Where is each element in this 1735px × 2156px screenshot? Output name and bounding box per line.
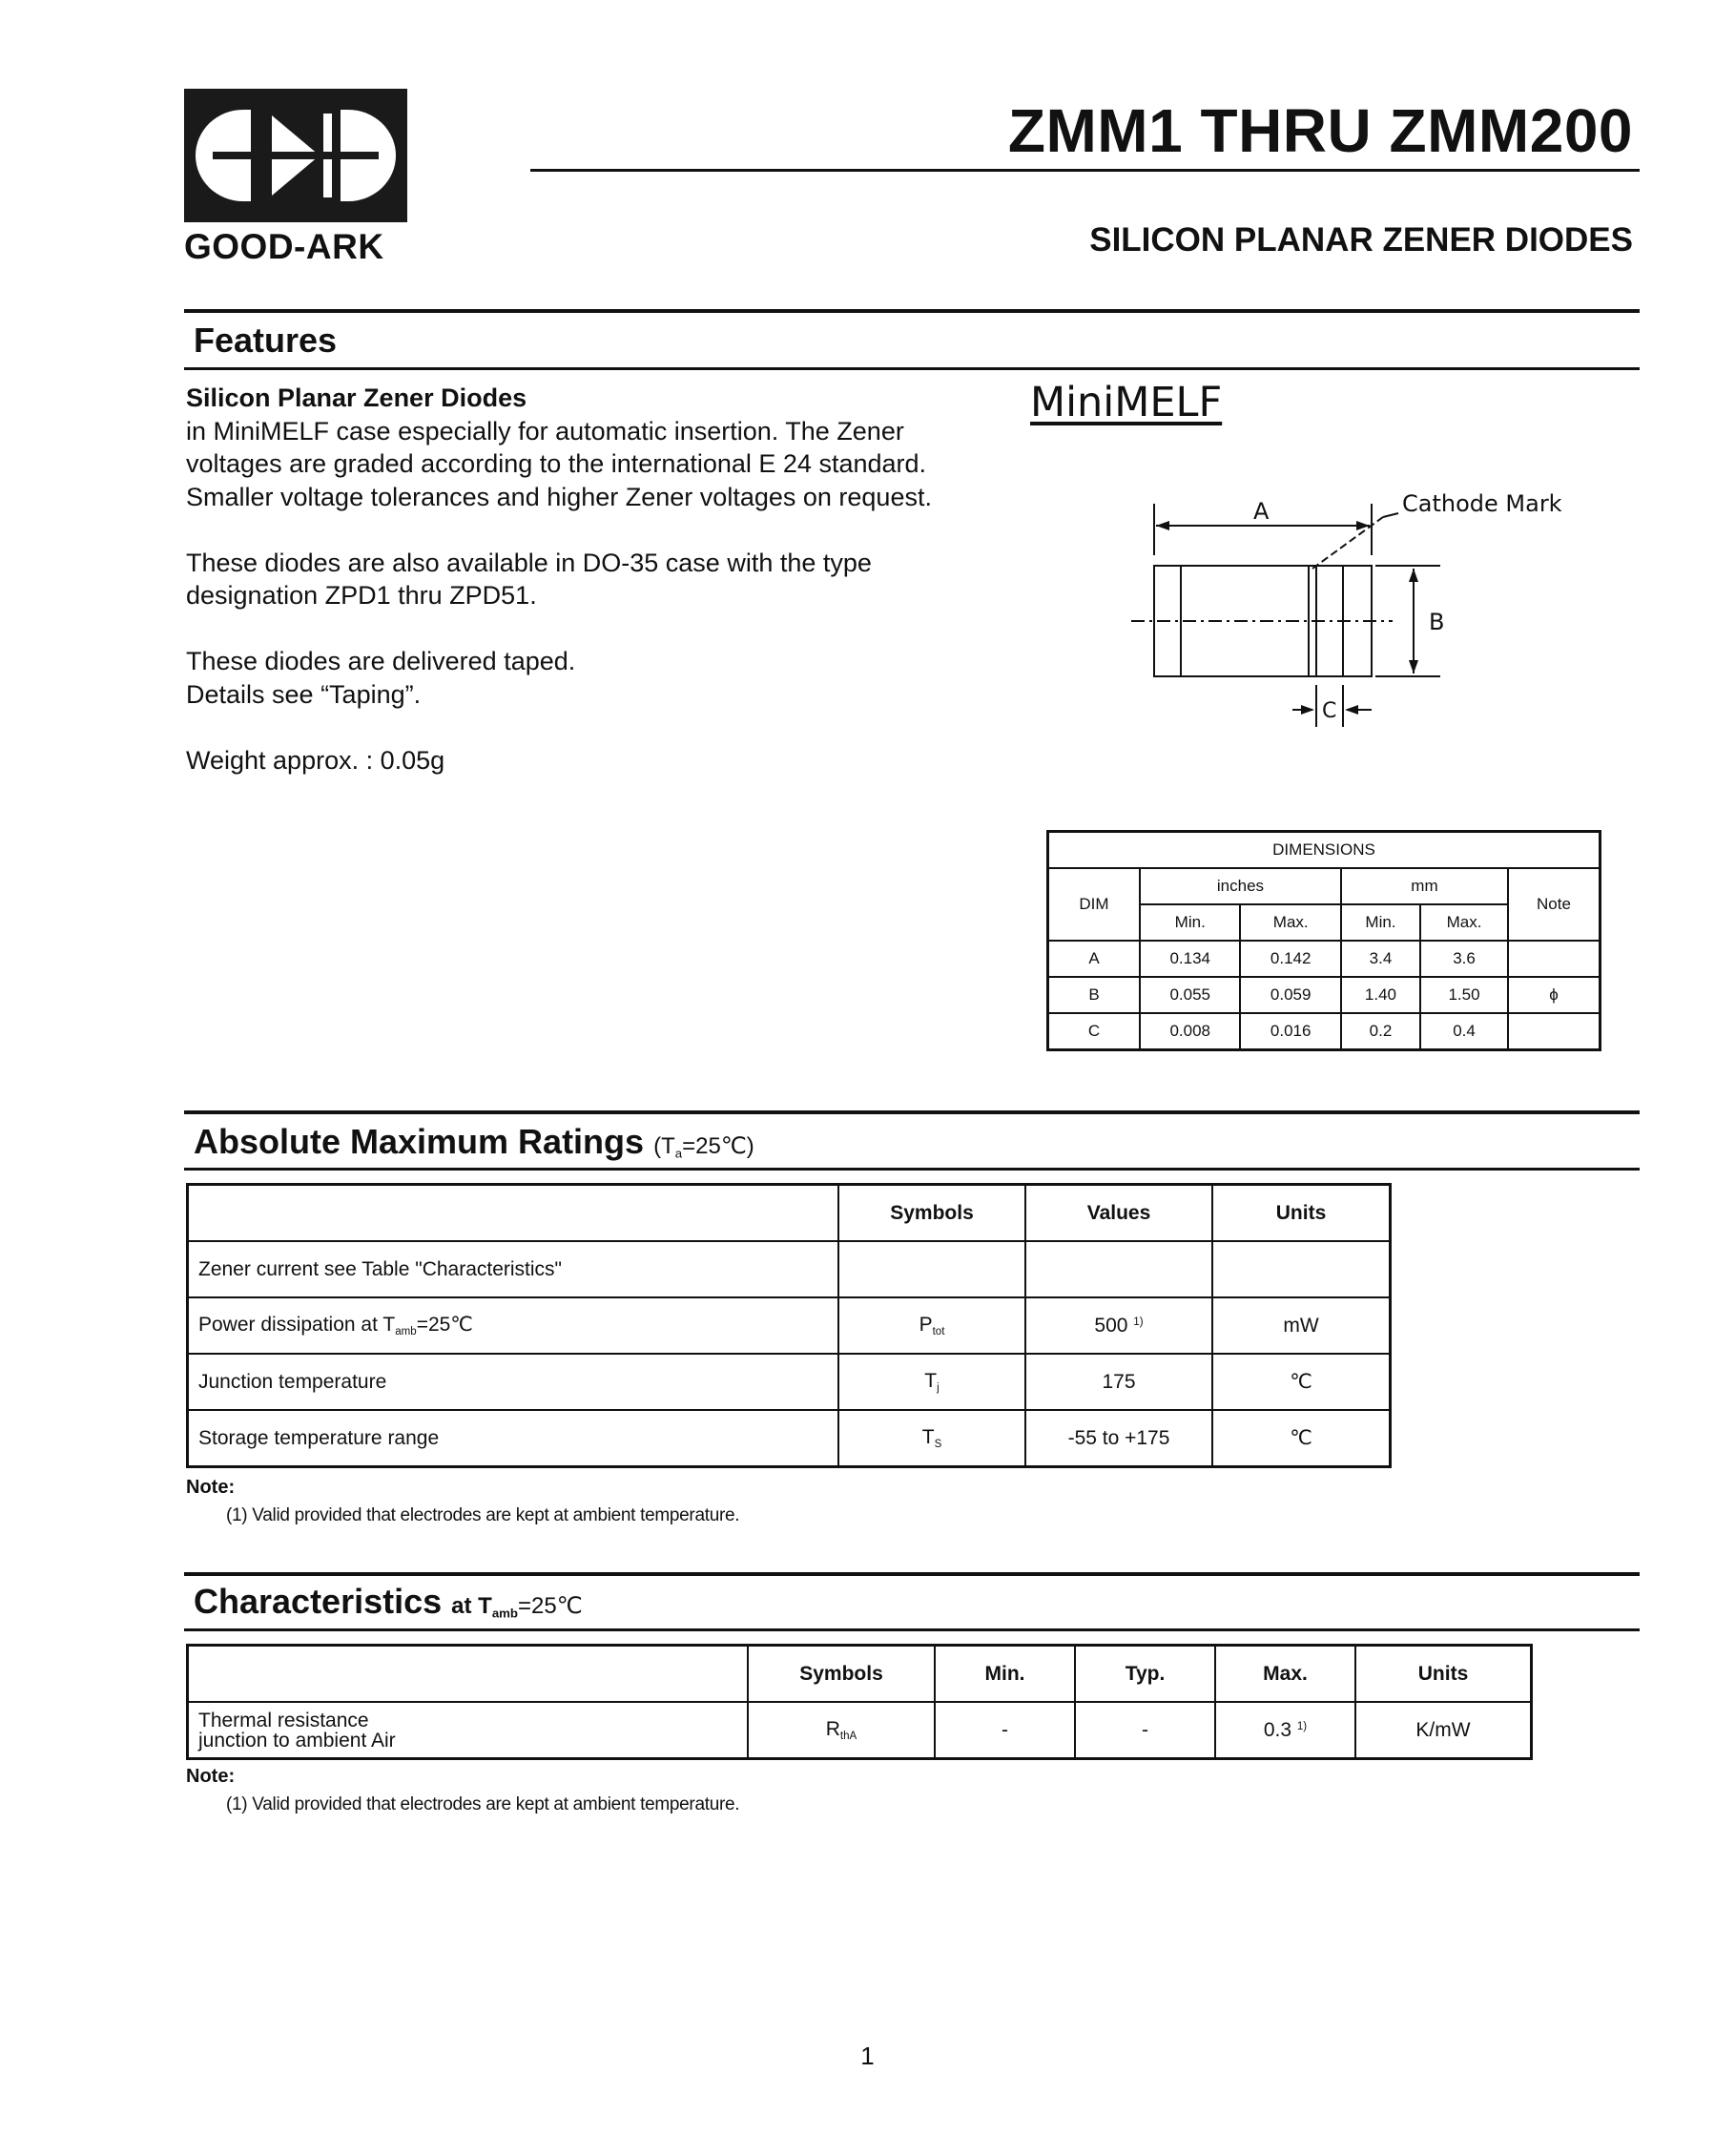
cell: 0.059: [1240, 977, 1340, 1013]
min-cell: -: [935, 1702, 1075, 1759]
col-typ: Typ.: [1075, 1646, 1215, 1703]
features-para-1: in MiniMELF case especially for automatic insertion. The Zener voltages are graded according to the international E 24 standard. Smaller voltage tolerances and higher Zener voltages on request.: [186, 416, 932, 511]
dimensions-title: DIMENSIONS: [1048, 832, 1601, 869]
section-rule: [184, 1628, 1640, 1631]
ratings-condition: $(T_a=25℃)$: [653, 1133, 754, 1161]
cell: 0.4: [1420, 1013, 1508, 1050]
col-min: Min.: [935, 1646, 1075, 1703]
table-row: [1048, 1013, 1601, 1050]
ratings-note-text: (1) Valid provided that electrodes are kept at ambient temperature.: [226, 1505, 740, 1525]
value-cell: 500 $^{1)}$: [1025, 1297, 1212, 1354]
cell: 3.6: [1420, 941, 1508, 977]
page-number: 1: [860, 2042, 875, 2070]
col-symbols: Symbols: [838, 1185, 1025, 1242]
characteristics-note-text: (1) Valid provided that electrodes are kept at ambient temperature.: [226, 1794, 740, 1814]
col-units: Units: [1212, 1185, 1391, 1242]
cathode-mark-label: Cathode Mark: [1402, 490, 1562, 517]
symbol-cell: $T_j$: [838, 1354, 1025, 1410]
characteristics-condition: at $T_{amb}=25℃$: [451, 1593, 583, 1621]
cell: [1508, 1013, 1601, 1050]
param-cell: Power dissipation at $T_{amb}=25℃$: [188, 1297, 839, 1354]
col-min: Min.: [1341, 904, 1420, 941]
param-cell: Thermal resistance junction to ambient Air: [188, 1702, 749, 1759]
unit-cell: ℃: [1212, 1410, 1391, 1467]
col-dim: DIM: [1048, 868, 1141, 941]
table-row: [188, 1354, 1391, 1410]
cell: 0.016: [1240, 1013, 1340, 1050]
col-mm: mm: [1341, 868, 1508, 904]
features-weight: Weight approx. : 0.05g: [186, 745, 445, 775]
table-row: [188, 1241, 1391, 1297]
cell: 0.055: [1140, 977, 1240, 1013]
col-min: Min.: [1140, 904, 1240, 941]
value-cell: 175: [1025, 1354, 1212, 1410]
col-max: Max.: [1215, 1646, 1355, 1703]
page-title: ZMM1 THRU ZMM200: [1007, 96, 1633, 165]
col-inches: inches: [1140, 868, 1341, 904]
table-header-row: [188, 1646, 1532, 1703]
characteristics-note-heading: Note:: [186, 1766, 236, 1787]
cell: 1.50: [1420, 977, 1508, 1013]
company-logo: [184, 89, 407, 222]
characteristics-title: Characteristics: [194, 1582, 443, 1621]
diode-logo-icon: [184, 89, 407, 222]
section-rule: [184, 1572, 1640, 1576]
param-cell: Zener current see Table "Characteristics": [188, 1241, 839, 1297]
page-subtitle: SILICON PLANAR ZENER DIODES: [1089, 221, 1633, 259]
cell: 0.134: [1140, 941, 1240, 977]
section-rule: [184, 367, 1640, 370]
table-row: [188, 1702, 1532, 1759]
section-rule: [184, 1110, 1640, 1114]
package-name: MiniMELF: [1030, 379, 1223, 426]
col-max: Max.: [1420, 904, 1508, 941]
features-lead: Silicon Planar Zener Diodes: [186, 384, 527, 412]
features-text: [186, 382, 949, 810]
characteristics-table: [186, 1644, 1533, 1760]
col-note: Note: [1508, 868, 1601, 941]
table-row: [1048, 977, 1601, 1013]
cell: B: [1048, 977, 1141, 1013]
features-para-3b: Details see “Taping”.: [186, 679, 422, 709]
characteristics-heading: [194, 1582, 583, 1622]
features-para-2: These diodes are also available in DO-35 case with the type designation ZPD1 thru ZPD51.: [186, 548, 872, 610]
unit-cell: mW: [1212, 1297, 1391, 1354]
brand-name: GOOD-ARK: [184, 227, 384, 266]
cell: 0.2: [1341, 1013, 1420, 1050]
dim-b-label: B: [1429, 609, 1445, 635]
features-heading: Features: [194, 321, 338, 360]
param-cell: Storage temperature range: [188, 1410, 839, 1467]
max-cell: 0.3 $^{1)}$: [1215, 1702, 1355, 1759]
typ-cell: -: [1075, 1702, 1215, 1759]
col-max: Max.: [1240, 904, 1340, 941]
cell: 1.40: [1341, 977, 1420, 1013]
ratings-note-heading: Note:: [186, 1477, 236, 1498]
table-header-row: [188, 1185, 1391, 1242]
minimelf-outline-drawing: [1126, 477, 1593, 744]
symbol-cell: $P_{tot}$: [838, 1297, 1025, 1354]
col-symbols: Symbols: [748, 1646, 935, 1703]
table-row: [1048, 941, 1601, 977]
dim-a-label: A: [1253, 498, 1270, 525]
section-rule: [184, 1168, 1640, 1171]
value-cell: -55 to +175: [1025, 1410, 1212, 1467]
symbol-cell: $T_S$: [838, 1410, 1025, 1467]
cell: C: [1048, 1013, 1141, 1050]
ratings-heading: [194, 1122, 754, 1162]
title-divider: [530, 169, 1640, 172]
ratings-table: [186, 1183, 1392, 1468]
col-units: Units: [1355, 1646, 1532, 1703]
cell: 0.008: [1140, 1013, 1240, 1050]
symbol-cell: $R_{thA}$: [748, 1702, 935, 1759]
cell: A: [1048, 941, 1141, 977]
unit-cell: K/mW: [1355, 1702, 1532, 1759]
cell: 3.4: [1341, 941, 1420, 977]
param-cell: Junction temperature: [188, 1354, 839, 1410]
dim-c-label: C: [1322, 699, 1337, 723]
dimensions-table: [1046, 830, 1601, 1051]
col-values: Values: [1025, 1185, 1212, 1242]
ratings-title: Absolute Maximum Ratings: [194, 1122, 645, 1161]
unit-cell: ℃: [1212, 1354, 1391, 1410]
section-rule: [184, 309, 1640, 313]
cell: [1508, 941, 1601, 977]
cell: ϕ: [1508, 977, 1601, 1013]
table-row: [188, 1410, 1391, 1467]
features-para-3a: These diodes are delivered taped.: [186, 647, 576, 675]
table-row: [188, 1297, 1391, 1354]
cell: 0.142: [1240, 941, 1340, 977]
